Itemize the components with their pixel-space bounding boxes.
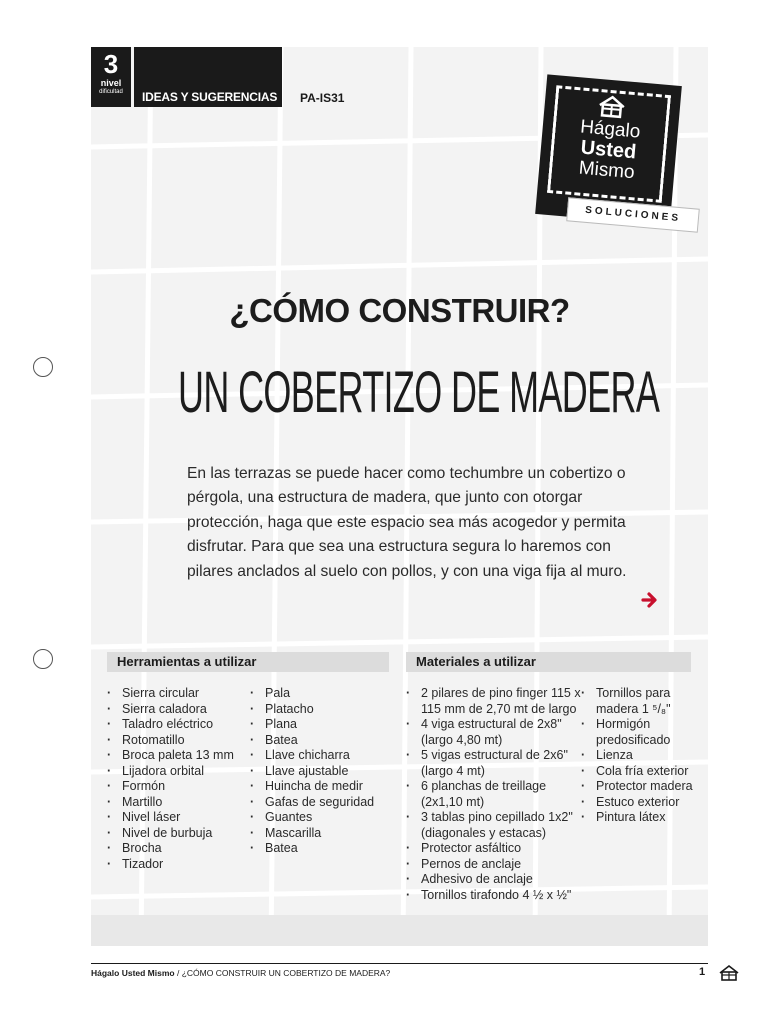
level-sub: dificultad	[99, 89, 123, 95]
materials-heading: Materiales a utilizar	[406, 652, 691, 672]
material-item-line: · Hormigón	[596, 717, 651, 731]
logo-line-2: Usted	[579, 136, 638, 164]
page-title: ¿CÓMO CONSTRUIR?	[229, 292, 570, 329]
logo-line-1: Hágalo	[579, 116, 642, 143]
material-item-line: 115 mm de 2,70 mt de largo	[421, 701, 577, 716]
material-item	[406, 872, 584, 888]
tools-heading: Herramientas a utilizar	[107, 652, 389, 672]
material-item	[406, 857, 584, 873]
materials-list-1	[406, 686, 584, 903]
material-item	[406, 748, 584, 779]
bottom-band	[91, 915, 708, 946]
tool-item: · Gafas de seguridad	[250, 795, 390, 811]
tool-item: · Sierra circular	[107, 686, 247, 702]
tool-item: · Mascarilla	[250, 826, 390, 842]
material-item-line: madera 1 ⁵/₈"	[596, 701, 671, 716]
tool-item: · Batea	[250, 841, 390, 857]
material-item	[406, 779, 584, 810]
material-item	[581, 748, 696, 764]
tool-item: · Pala	[250, 686, 390, 702]
tool-item: · Sierra caladora	[107, 702, 247, 718]
punch-hole-bottom	[33, 649, 53, 669]
page-subtitle: UN COBERTIZO DE MADERA	[178, 360, 660, 425]
difficulty-level-badge	[91, 47, 131, 107]
tool-item: · Martillo	[107, 795, 247, 811]
section-label: IDEAS Y SUGERENCIAS	[142, 90, 278, 104]
tool-item: · Batea	[250, 733, 390, 749]
tool-item: · Llave ajustable	[250, 764, 390, 780]
next-arrow-icon	[640, 590, 660, 610]
material-item-line: · Protector madera	[596, 779, 693, 793]
tool-item: · Brocha	[107, 841, 247, 857]
footer-doc-title: ¿CÓMO CONSTRUIR UN COBERTIZO DE MADERA?	[181, 968, 391, 978]
footer-text	[91, 968, 390, 978]
material-item-line: · 2 pilares de pino finger 115 x	[421, 686, 581, 700]
material-item	[581, 779, 696, 795]
material-item-line: (largo 4 mt)	[421, 763, 485, 778]
material-item-line: · 3 tablas pino cepillado 1x2"	[421, 810, 573, 824]
footer-rule	[91, 963, 708, 964]
material-item	[406, 810, 584, 841]
tool-item: · Formón	[107, 779, 247, 795]
material-item-line: · Pernos de anclaje	[421, 856, 522, 871]
material-item-line: · 5 vigas estructural de 2x6"	[421, 748, 568, 762]
material-item-line: · Estuco exterior	[596, 794, 680, 809]
logo-line-3: Mismo	[577, 157, 636, 184]
punch-hole-top	[33, 357, 53, 377]
tool-item: · Nivel láser	[107, 810, 247, 826]
material-item	[581, 810, 696, 826]
tool-item: · Taladro eléctrico	[107, 717, 247, 733]
intro-paragraph: En las terrazas se puede hacer como techumbre un cobertizo o pérgola, una estructura de madera, que junto con otorgar protección, haga que este espacio sea más acogedor y permita disfrutar. Para que sea una estructura segura lo haremos con pilares anclados al suelo con pollos, y con una viga fija al muro.	[187, 465, 627, 580]
material-item	[581, 795, 696, 811]
material-item	[406, 888, 584, 904]
tool-item: · Nivel de burbuja	[107, 826, 247, 842]
material-item	[581, 717, 696, 748]
logo-tag: SOLUCIONES	[566, 197, 700, 232]
materials-list-2	[581, 686, 696, 826]
tools-list-2	[250, 686, 390, 857]
tool-item: · Guantes	[250, 810, 390, 826]
material-item	[406, 717, 584, 748]
section-bar	[134, 47, 282, 107]
document-code: PA-IS31	[300, 91, 345, 105]
material-item-line: (2x1,10 mt)	[421, 794, 485, 809]
tool-item: · Tizador	[107, 857, 247, 873]
level-number: 3	[103, 49, 119, 79]
material-item-line: · 4 viga estructural de 2x8"	[421, 717, 562, 731]
material-item-line: (largo 4,80 mt)	[421, 732, 503, 747]
material-item-line: · Lienza	[596, 748, 633, 762]
tool-item: · Rotomatillo	[107, 733, 247, 749]
material-item-line: · Cola fría exterior	[596, 763, 689, 778]
level-word: nivel	[100, 78, 122, 88]
footer-separator: /	[174, 968, 182, 978]
footer-brand: Hágalo Usted Mismo	[91, 968, 175, 978]
material-item-line: (diagonales y estacas)	[421, 825, 547, 840]
tool-item: · Huincha de medir	[250, 779, 390, 795]
material-item-line: · Pintura látex	[596, 810, 666, 824]
tool-item: · Broca paleta 13 mm	[107, 748, 247, 764]
material-item	[406, 686, 584, 717]
tool-item: · Lijadora orbital	[107, 764, 247, 780]
material-item-line: · Protector asfáltico	[421, 841, 522, 855]
material-item	[581, 686, 696, 717]
tools-list-1	[107, 686, 247, 872]
page-number: 1	[699, 966, 706, 978]
house-icon	[596, 93, 628, 120]
material-item-line: · Tornillos tirafondo 4 ½ x ½"	[421, 887, 572, 902]
material-item-line: predosificado	[596, 732, 671, 747]
house-icon	[718, 964, 740, 982]
tool-item: · Plana	[250, 717, 390, 733]
material-item-line: · Adhesivo de anclaje	[421, 872, 533, 886]
tool-item: · Platacho	[250, 702, 390, 718]
tool-item: · Llave chicharra	[250, 748, 390, 764]
material-item-line: · Tornillos para	[596, 686, 671, 700]
material-item	[406, 841, 584, 857]
material-item-line: · 6 planchas de treillage	[421, 779, 547, 793]
material-item	[581, 764, 696, 780]
